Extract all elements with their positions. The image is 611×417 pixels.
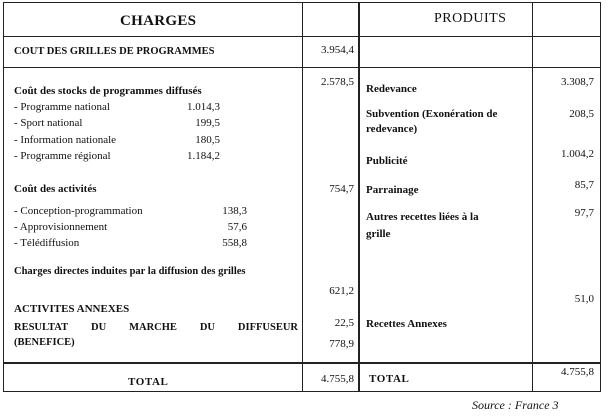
redevance-value: 3.308,7 [561, 76, 594, 88]
resultat-word: DIFFUSEUR [237, 322, 298, 333]
stock-item-value: 1.014,3 [187, 101, 220, 113]
activite-item-value: 57,6 [227, 221, 247, 233]
activites-value: 754,7 [329, 183, 354, 195]
subvention-value: 208,5 [569, 108, 594, 120]
stock-item-label: - Programme régional [14, 150, 111, 162]
activites-label: Coût des activités [14, 183, 97, 195]
cout-grilles-label: COUT DES GRILLES DE PROGRAMMES [14, 46, 215, 57]
annexes-value: 51,0 [574, 293, 594, 305]
parrainage-label: Parrainage [366, 184, 419, 196]
stock-item-value: 1.184,2 [187, 150, 220, 162]
activite-item-label: - Approvisionnement [14, 221, 108, 233]
activite-item-label: - Télédiffusion [14, 237, 80, 249]
resultat-value1: 22,5 [334, 317, 354, 329]
resultat-word: RESULTAT [14, 322, 69, 333]
redevance-label: Redevance [366, 83, 417, 95]
activite-item-value: 558,8 [222, 237, 247, 249]
activite-item-label: - Conception-programmation [14, 205, 143, 217]
stock-item-label: - Programme national [14, 101, 110, 113]
charges-directes-label: Charges directes induites par la diffusion des grilles [14, 266, 246, 277]
stock-item-label: - Sport national [14, 117, 83, 129]
resultat-line2: (BENEFICE) [14, 337, 75, 348]
charges-total-value: 4.755,8 [321, 373, 354, 385]
stock-item-value: 199,5 [195, 117, 220, 129]
stocks-value: 2.578,5 [321, 76, 354, 88]
activites-annexes-value: 621,2 [329, 285, 354, 297]
activites-annexes-label: ACTIVITES ANNEXES [14, 303, 130, 315]
cout-grilles-value: 3.954,4 [321, 44, 354, 56]
divider-charges-produits [358, 2, 360, 392]
subvention-line2: redevance) [366, 123, 418, 135]
total-rule [3, 362, 601, 364]
resultat-label [14, 321, 298, 334]
resultat-word: DU [199, 322, 215, 333]
autres-line2: grille [366, 228, 391, 240]
header-rule [3, 36, 601, 37]
stock-item-label: - Information nationale [14, 134, 117, 146]
produits-header: PRODUITS [434, 11, 507, 26]
resultat-word: DU [91, 322, 107, 333]
publicite-label: Publicité [366, 155, 408, 167]
charges-total-label: TOTAL [128, 376, 169, 388]
subvention-line1: Subvention (Exonération de [366, 108, 498, 120]
resultat-word: MARCHE [129, 322, 177, 333]
stocks-label: Coût des stocks de programmes diffusés [14, 85, 202, 97]
produits-total-label: TOTAL [369, 373, 410, 385]
charges-header: CHARGES [120, 13, 197, 29]
annexes-label: Recettes Annexes [366, 318, 447, 330]
parrainage-value: 85,7 [574, 179, 594, 191]
grilles-rule [3, 67, 601, 68]
publicite-value: 1.004,2 [561, 148, 594, 160]
divider-produits-value [532, 2, 533, 392]
stock-item-value: 180,5 [195, 134, 220, 146]
source-note: Source : France 3 [472, 398, 559, 412]
produits-total-value: 4.755,8 [561, 366, 594, 378]
autres-line1: Autres recettes liées à la [366, 211, 479, 223]
resultat-value2: 778,9 [329, 338, 354, 350]
divider-charges-value [302, 2, 303, 392]
autres-value: 97,7 [574, 207, 594, 219]
activite-item-value: 138,3 [222, 205, 247, 217]
